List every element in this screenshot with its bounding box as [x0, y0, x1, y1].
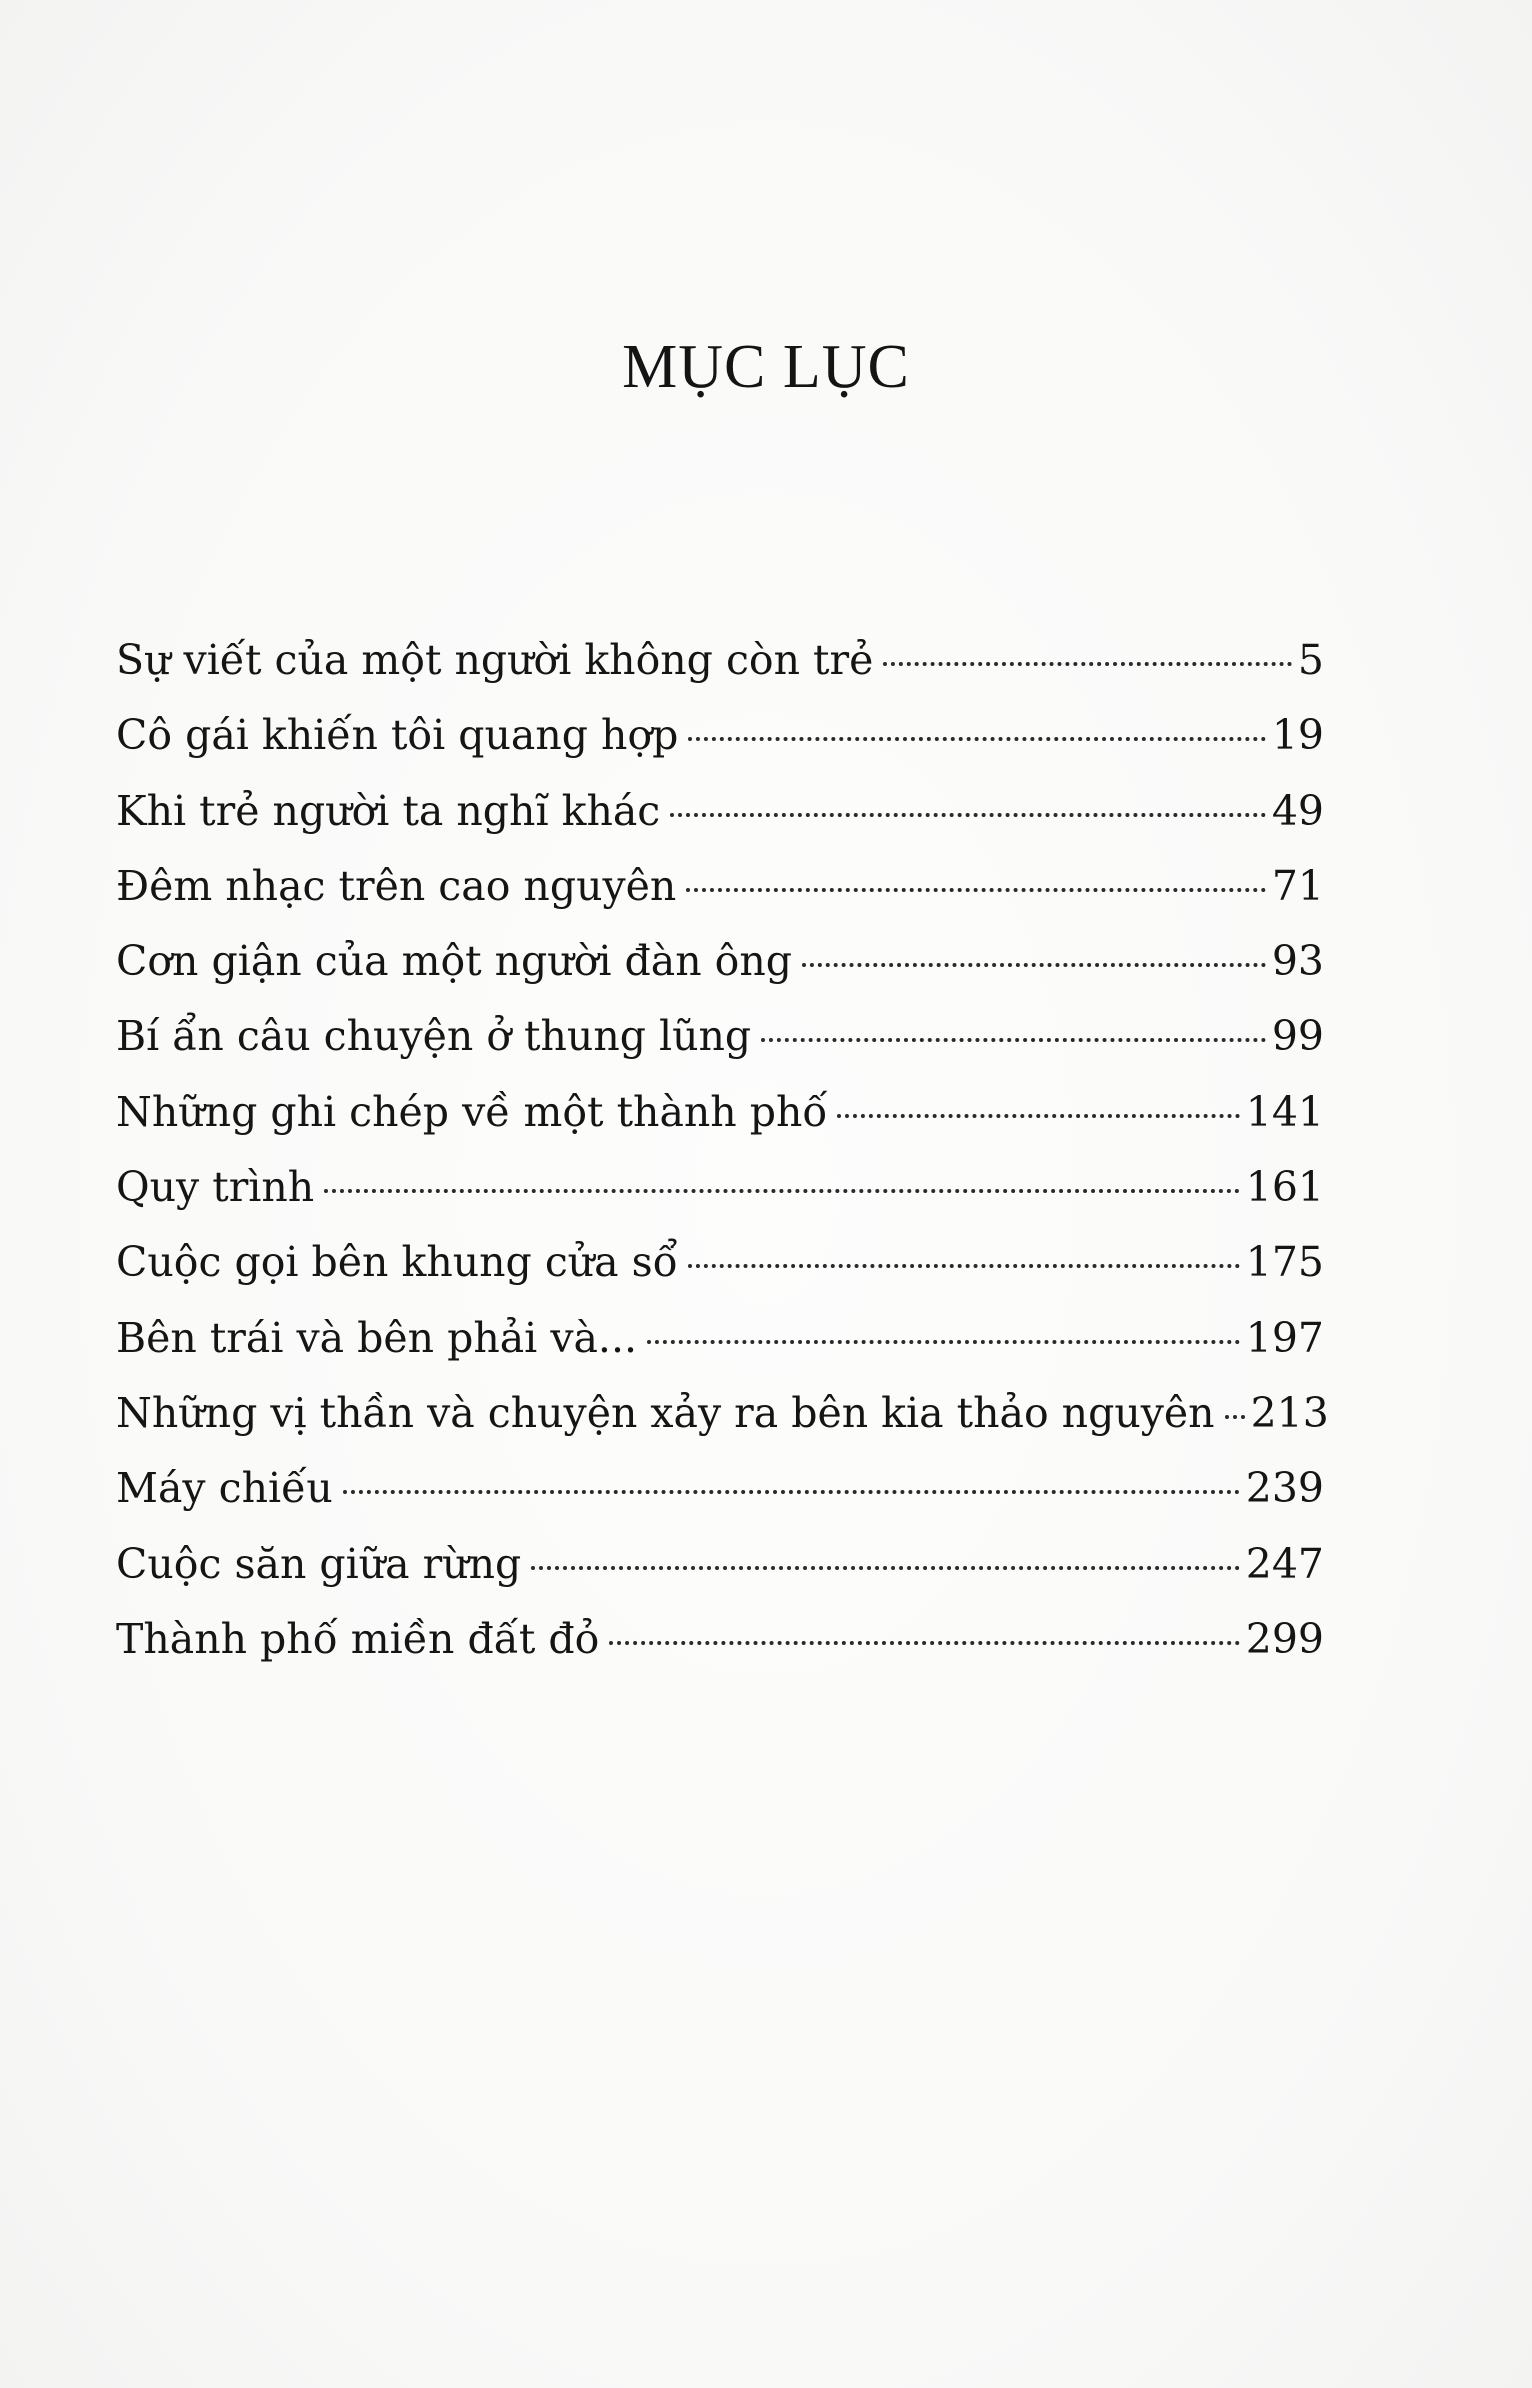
toc-entry-page: 19	[1271, 711, 1324, 760]
toc-entry-title: Cô gái khiến tôi quang hợp	[116, 711, 679, 760]
toc-entry-title: Quy trình	[116, 1163, 315, 1212]
table-of-contents	[116, 636, 1329, 1690]
dot-leader	[609, 1641, 1239, 1645]
toc-entry	[116, 1314, 1324, 1389]
toc-entry-page: 197	[1245, 1313, 1324, 1362]
dot-leader	[670, 813, 1266, 817]
dot-leader	[837, 1114, 1239, 1118]
toc-entry-title: Những vị thần và chuyện xảy ra bên kia thảo nguyên	[116, 1388, 1215, 1437]
dot-leader	[688, 737, 1265, 741]
toc-entry	[116, 862, 1324, 937]
toc-entry	[116, 1163, 1324, 1238]
toc-entry	[116, 1388, 1329, 1464]
dot-leader	[761, 1038, 1266, 1042]
toc-entry-page: 213	[1250, 1388, 1329, 1437]
dot-leader	[324, 1189, 1240, 1193]
dot-leader	[647, 1340, 1240, 1344]
toc-entry-title: Bí ẩn câu chuyện ở thung lũng	[116, 1012, 752, 1061]
toc-entry-page: 141	[1245, 1087, 1324, 1136]
toc-entry-title: Thành phố miền đất đỏ	[116, 1614, 600, 1663]
toc-entry-title: Khi trẻ người ta nghĩ khác	[116, 786, 661, 835]
toc-entry-page: 99	[1271, 1012, 1324, 1061]
toc-entry-page: 93	[1271, 937, 1324, 986]
toc-entry	[116, 1464, 1324, 1539]
toc-entry-page: 299	[1245, 1614, 1324, 1663]
toc-entry-title: Cuộc gọi bên khung cửa sổ	[116, 1238, 678, 1287]
dot-leader	[883, 662, 1292, 666]
toc-entry	[116, 1540, 1324, 1615]
toc-entry-title: Cơn giận của một người đàn ông	[116, 937, 792, 986]
toc-entry	[116, 1088, 1324, 1163]
toc-entry	[116, 636, 1324, 711]
dot-leader	[531, 1566, 1239, 1570]
toc-entry	[116, 1238, 1324, 1313]
toc-entry-page: 71	[1271, 861, 1324, 910]
toc-entry-page: 247	[1245, 1539, 1324, 1588]
toc-entry-title: Cuộc săn giữa rừng	[116, 1539, 522, 1588]
toc-entry-title: Những ghi chép về một thành phố	[116, 1087, 828, 1136]
toc-entry-page: 5	[1297, 636, 1324, 684]
toc-entry-page: 175	[1245, 1238, 1324, 1287]
dot-leader	[343, 1490, 1240, 1494]
page-title: MỤC LỤC	[622, 333, 910, 401]
toc-entry-title: Đêm nhạc trên cao nguyên	[116, 861, 677, 910]
dot-leader	[686, 888, 1266, 892]
toc-entry-title: Bên trái và bên phải và...	[116, 1313, 638, 1362]
toc-entry-page: 49	[1271, 786, 1324, 835]
toc-entry	[116, 711, 1324, 786]
toc-entry	[116, 937, 1324, 1012]
toc-entry	[116, 787, 1324, 862]
toc-entry	[116, 1012, 1324, 1087]
dot-leader	[1225, 1415, 1245, 1419]
toc-entry-page: 239	[1245, 1464, 1324, 1513]
toc-entry	[116, 1615, 1324, 1690]
toc-entry-title: Sự viết của một người không còn trẻ	[116, 636, 874, 684]
dot-leader	[688, 1264, 1240, 1268]
toc-entry-title: Máy chiếu	[116, 1464, 333, 1513]
dot-leader	[802, 963, 1266, 967]
toc-entry-page: 161	[1245, 1163, 1324, 1212]
